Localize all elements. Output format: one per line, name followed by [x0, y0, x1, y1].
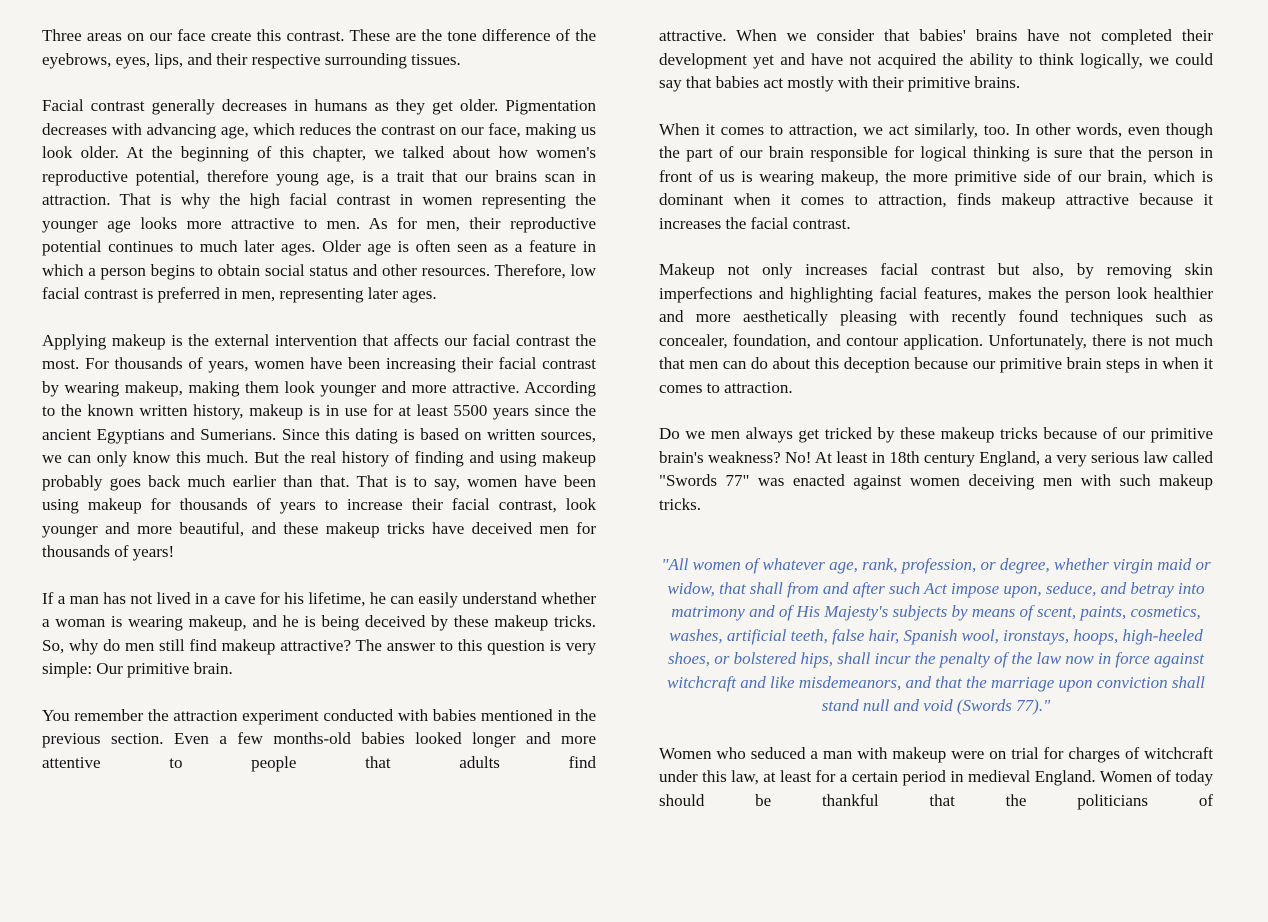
paragraph: Three areas on our face create this contrast. These are the tone difference of the eyebrows, eyes, lips, and their respective surrounding tissues. — [42, 26, 596, 69]
paragraph: Applying makeup is the external intervention that affects our facial contrast the most. For thousands of years, women have been increasing their facial contrast by wearing makeup, making them look younger and more attractive. According to the known written history, makeup is in use for at least 5500 years since the ancient Egyptians and Sumerians. Since this dating is based on written sources, we can only know this much. But the real history of finding and using makeup probably goes back much earlier than that. That is to say, women have been using makeup for thousands of years to increase their facial contrast, look younger and more beautiful, and these makeup tricks have deceived men for thousands of years! — [42, 330, 596, 561]
right-column — [659, 24, 1213, 922]
paragraph: You remember the attraction experiment conducted with babies mentioned in the previous section. Even a few months-old babies looked longer and more attentive to people that adults find — [42, 705, 596, 772]
left-column — [42, 24, 596, 922]
paragraph: Women who seduced a man with makeup were on trial for charges of witchcraft under this law, at least for a certain period in medieval England. Women of today should be thankful that the politicians of — [659, 743, 1213, 810]
paragraph: When it comes to attraction, we act similarly, too. In other words, even though the part of our brain responsible for logical thinking is sure that the person in front of us is wearing makeup, the more primitive side of our brain, which is dominant when it comes to attraction, finds makeup attractive because it increases the facial contrast. — [659, 119, 1213, 233]
paragraph: If a man has not lived in a cave for his lifetime, he can easily understand whether a woman is wearing makeup, and he is being deceived by these makeup tricks. So, why do men still find makeup attractive? The answer to this question is very simple: Our primitive brain. — [42, 588, 596, 678]
paragraph: attractive. When we consider that babies' brains have not completed their development yet and have not acquired the ability to think logically, we could say that babies act mostly with their primitive brains. — [659, 26, 1213, 92]
paragraph: Facial contrast generally decreases in humans as they get older. Pigmentation decreases with advancing age, which reduces the contrast on our face, making us look older. At the beginning of this chapter, we talked about how women's reproductive potential, therefore young age, is a trait that our brains scan in attraction. That is why the high facial contrast in women representing the younger age looks more attractive to men. As for men, their reproductive potential continues to much later ages. Older age is often seen as a feature in which a person begins to obtain social status and other resources. Therefore, low facial contrast is preferred in men, representing later ages. — [42, 96, 596, 303]
paragraph: Do we men always get tricked by these makeup tricks because of our primitive brain's weakness? No! At least in 18th century England, a very serious law called "Swords 77" was enacted against women deceiving men with such makeup tricks. — [659, 424, 1213, 514]
quote-block: "All women of whatever age, rank, profession, or degree, whether virgin maid or widow, that shall from and after such Act impose upon, seduce, and betray into matrimony and of His Majesty's subjects by means of scent, paints, cosmetics, washes, artificial teeth, false hair, Spanish wool, ironstays, hoops, high-heeled shoes, or bolstered hips, shall incur the penalty of the law now in force against witchcraft and like misdemeanors, and that the marriage upon conviction shall stand null and void (Swords 77)." — [661, 555, 1211, 715]
paragraph: Makeup not only increases facial contrast but also, by removing skin imperfections and highlighting facial features, makes the person look healthier and more aesthetically pleasing with recently found techniques such as concealer, foundation, and contour application. Unfortunately, there is not much that men can do about this deception because our primitive brain steps in when it comes to attraction. — [659, 260, 1213, 397]
